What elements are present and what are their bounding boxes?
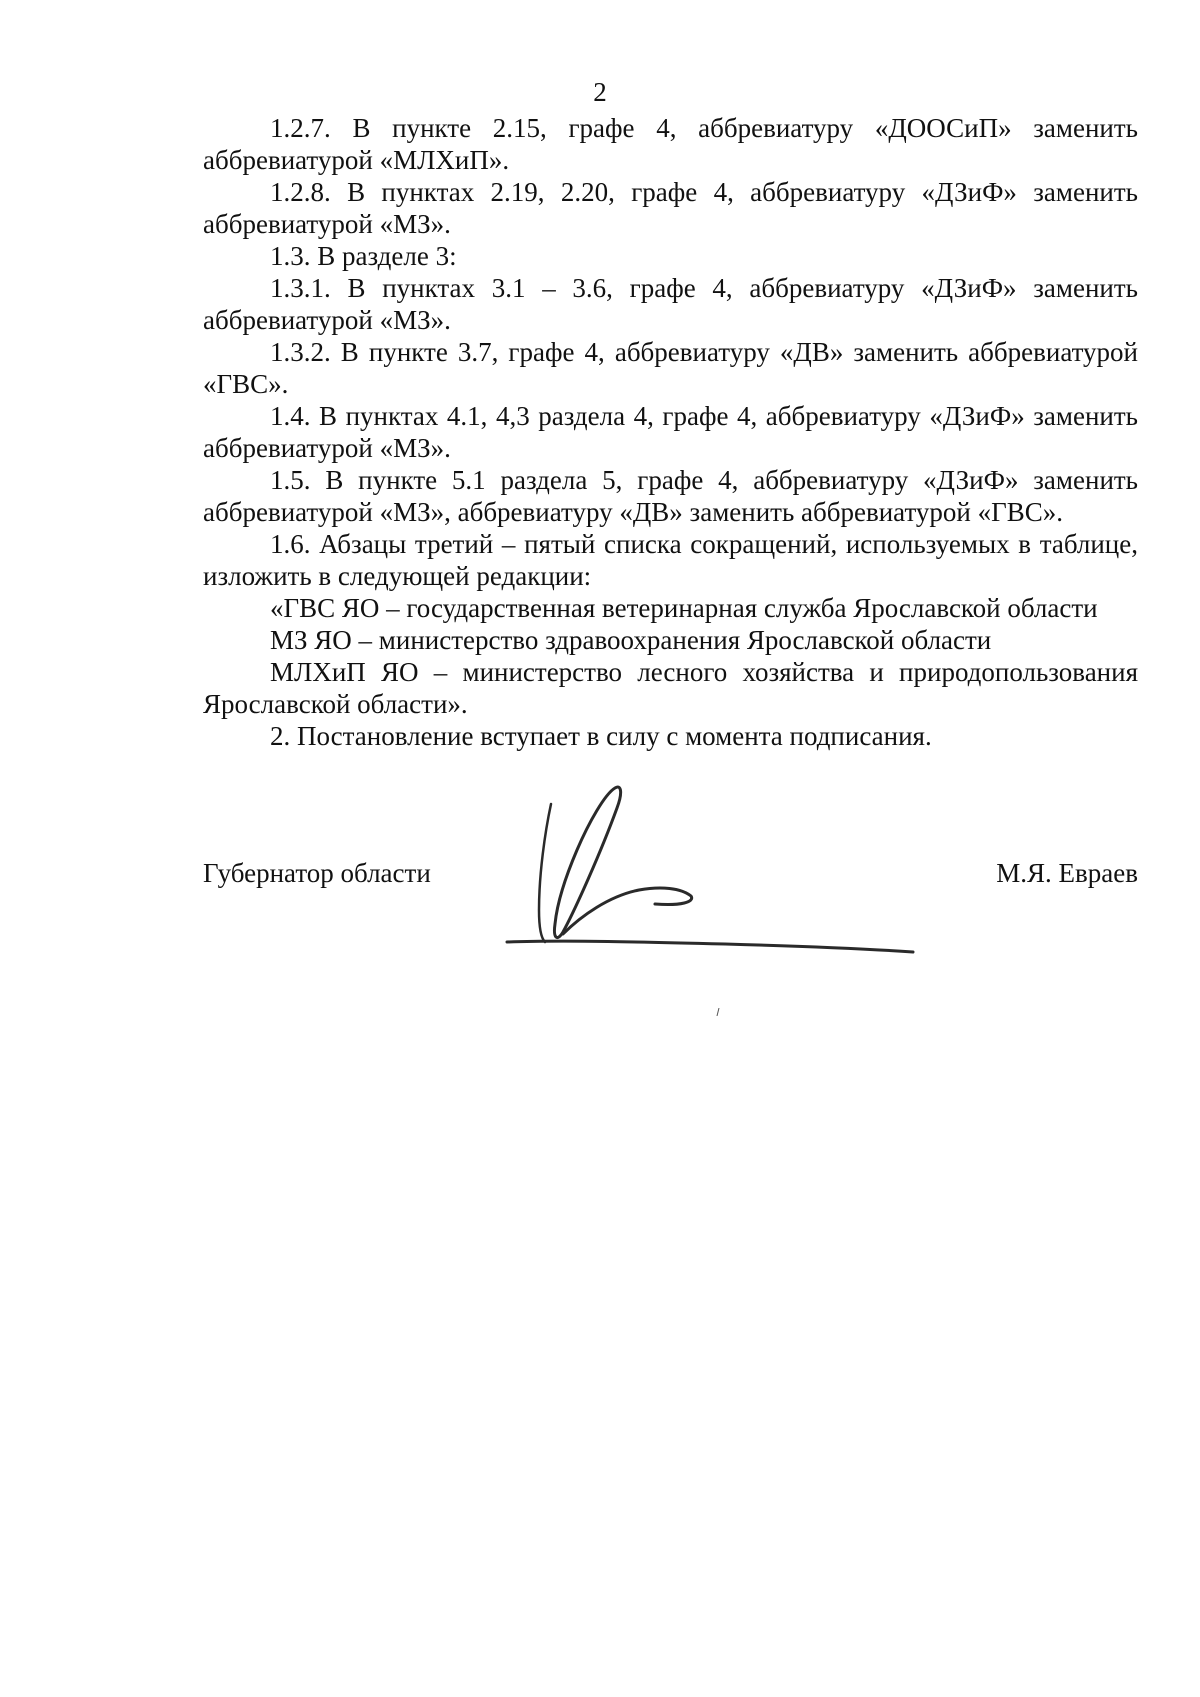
- abbreviation-mlhip: МЛХиП ЯО – министерство лесного хозяйства и природопользования Ярославской области».: [203, 657, 1138, 719]
- paragraph-1-4: 1.4. В пунктах 4.1, 4,3 раздела 4, графе 4, аббревиатуру «ДЗиФ» заменить аббревиатурой «МЗ».: [203, 401, 1138, 463]
- paragraph-1-2-7: 1.2.7. В пункте 2.15, графе 4, аббревиатуру «ДООСиП» заменить аббревиатурой «МЛХиП».: [203, 113, 1138, 175]
- paragraph-1-3-1: 1.3.1. В пунктах 3.1 – 3.6, графе 4, аббревиатуру «ДЗиФ» заменить аббревиатурой «МЗ».: [203, 273, 1138, 335]
- document-body: [203, 112, 1138, 752]
- paragraph-1-6: 1.6. Абзацы третий – пятый списка сокращений, используемых в таблице, изложить в следующей редакции:: [203, 529, 1138, 591]
- stray-ink-mark: [716, 1008, 720, 1016]
- page-number: 2: [593, 77, 607, 107]
- paragraph-1-5: 1.5. В пункте 5.1 раздела 5, графе 4, аббревиатуру «ДЗиФ» заменить аббревиатурой «МЗ», аббревиатуру «ДВ» заменить аббревиатурой «ГВС».: [203, 465, 1138, 527]
- paragraph-1-2-8: 1.2.8. В пунктах 2.19, 2.20, графе 4, аббревиатуру «ДЗиФ» заменить аббревиатурой «МЗ».: [203, 177, 1138, 239]
- signatory-position: Губернатор области: [203, 858, 431, 888]
- abbreviation-mz: МЗ ЯО – министерство здравоохранения Ярославской области: [270, 625, 992, 655]
- paragraph-1-3-2: 1.3.2. В пункте 3.7, графе 4, аббревиатуру «ДВ» заменить аббревиатурой «ГВС».: [203, 337, 1138, 399]
- handwritten-signature: [505, 782, 915, 962]
- abbreviation-gvs: «ГВС ЯО – государственная ветеринарная служба Ярославской области: [270, 593, 1098, 623]
- paragraph-2: 2. Постановление вступает в силу с момента подписания.: [270, 721, 932, 751]
- signatory-name: М.Я. Евраев: [996, 858, 1138, 888]
- paragraph-1-3: 1.3. В разделе 3:: [270, 241, 457, 271]
